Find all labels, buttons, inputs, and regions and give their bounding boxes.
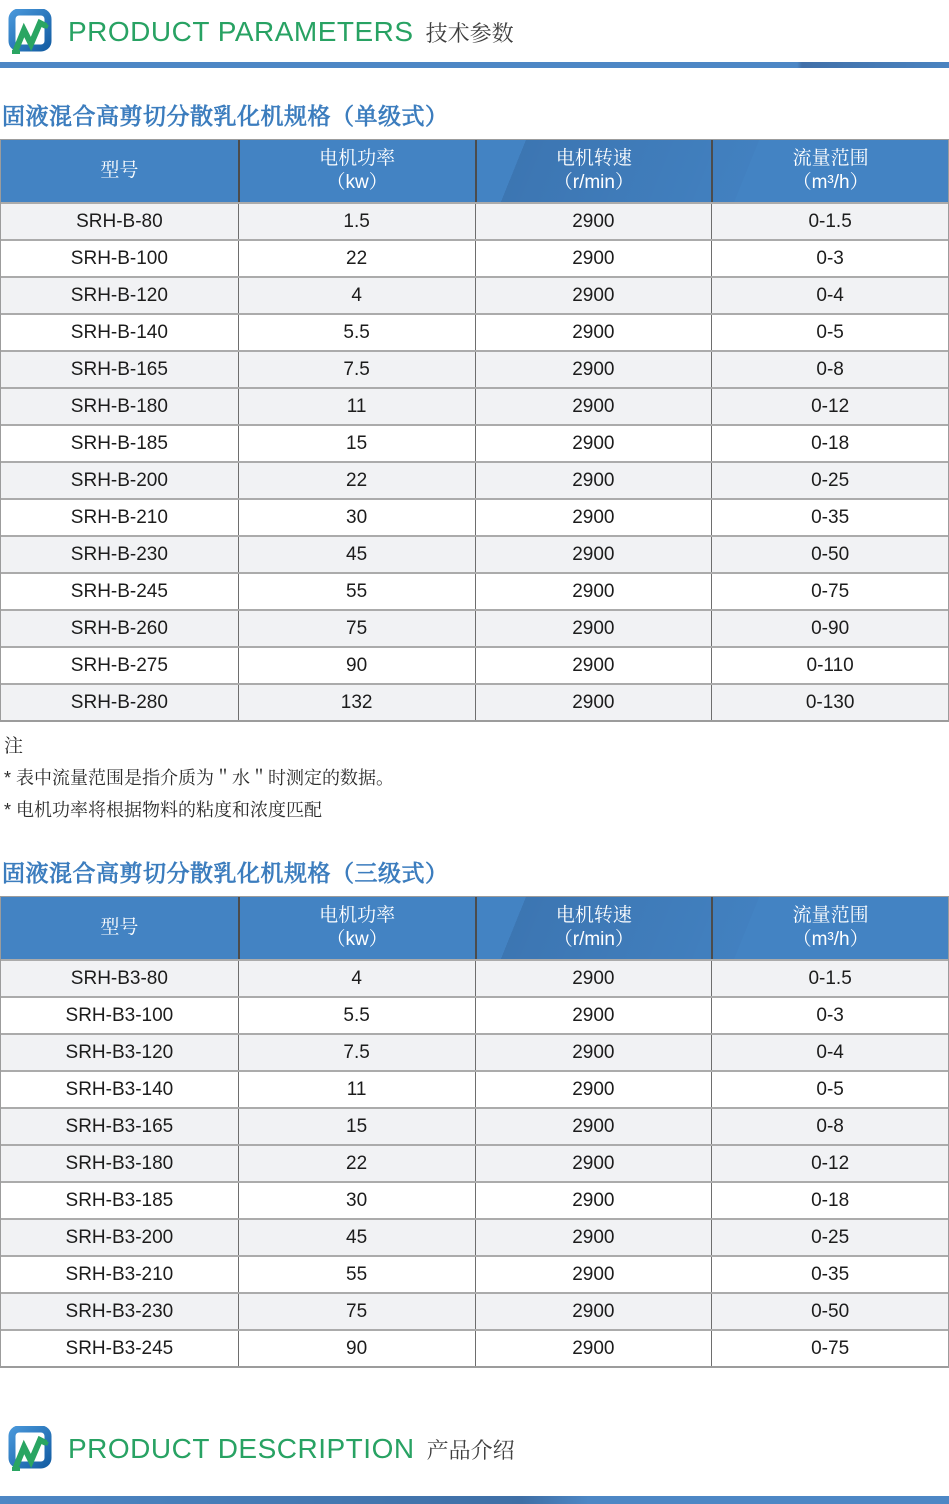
- table-cell: 2900: [475, 574, 712, 609]
- table-header-row: [1, 897, 948, 959]
- table-row: [1, 1144, 948, 1181]
- table-cell: SRH-B-260: [70, 617, 168, 639]
- table-cell: SRH-B-275: [70, 654, 168, 676]
- table-cell: SRH-B3-185: [65, 1189, 174, 1211]
- table1-title: 固液混合高剪切分散乳化机规格（单级式）: [2, 103, 449, 129]
- table-header-row: [1, 140, 948, 202]
- table-cell: 30: [238, 500, 475, 535]
- column-header: 型号: [100, 160, 139, 181]
- header-divider: [0, 62, 949, 68]
- table-cell: 0-130: [711, 685, 948, 720]
- table-cell: 0-50: [711, 1294, 948, 1329]
- table-cell: 0-3: [711, 998, 948, 1033]
- table-row: [1, 959, 948, 996]
- table-cell: SRH-B-245: [70, 580, 168, 602]
- spec-table-three-stage: [0, 896, 949, 1368]
- table-cell: 0-12: [711, 389, 948, 424]
- table-cell: 4: [238, 961, 475, 996]
- table-cell: 2900: [475, 1109, 712, 1144]
- notes-block: [4, 732, 949, 826]
- table-cell: 90: [238, 1331, 475, 1366]
- table-row: [1, 609, 948, 646]
- monitor-n-logo-icon: [8, 9, 54, 55]
- table2-title: 固液混合高剪切分散乳化机规格（三级式）: [2, 860, 449, 886]
- table-cell: 2900: [475, 204, 712, 239]
- table-row: [1, 646, 948, 683]
- column-header: 电机转速 （r/min）: [475, 140, 712, 202]
- table-cell: 7.5: [238, 1035, 475, 1070]
- footer-divider: [0, 1496, 949, 1504]
- table-cell: 0-110: [711, 648, 948, 683]
- table-row: [1, 683, 948, 720]
- table-cell: 2900: [475, 1146, 712, 1181]
- table-cell: 2900: [475, 389, 712, 424]
- table-cell: 22: [238, 1146, 475, 1181]
- table-row: [1, 1070, 948, 1107]
- table-row: [1, 498, 948, 535]
- table-cell: 7.5: [238, 352, 475, 387]
- table-cell: 0-35: [711, 1257, 948, 1292]
- table-cell: 2900: [475, 1220, 712, 1255]
- table-cell: 0-18: [711, 1183, 948, 1218]
- footer-title-zh: 产品介绍: [426, 1437, 515, 1463]
- table-cell: 2900: [475, 611, 712, 646]
- table-cell: 132: [238, 685, 475, 720]
- spec-table-single-stage: [0, 139, 949, 722]
- table-cell: 0-8: [711, 1109, 948, 1144]
- table-cell: SRH-B3-100: [65, 1004, 174, 1026]
- table-cell: 0-18: [711, 426, 948, 461]
- table-cell: 0-1.5: [711, 204, 948, 239]
- table-cell: 2900: [475, 1035, 712, 1070]
- table-cell: SRH-B-140: [70, 321, 168, 343]
- table-cell: 0-90: [711, 611, 948, 646]
- table-cell: 2900: [475, 685, 712, 720]
- table-row: [1, 1181, 948, 1218]
- table-cell: 55: [238, 574, 475, 609]
- table-cell: SRH-B3-120: [65, 1041, 174, 1063]
- column-header: 流量范围 （m³/h）: [711, 897, 948, 959]
- table-cell: 0-5: [711, 315, 948, 350]
- table-cell: SRH-B-200: [70, 469, 168, 491]
- table-cell: 4: [238, 278, 475, 313]
- table-cell: SRH-B3-230: [65, 1300, 174, 1322]
- column-header: 电机功率 （kw）: [238, 140, 475, 202]
- table-cell: 0-12: [711, 1146, 948, 1181]
- table-cell: 0-75: [711, 574, 948, 609]
- table-row: [1, 1329, 948, 1366]
- table-cell: SRH-B3-165: [65, 1115, 174, 1137]
- table-cell: 90: [238, 648, 475, 683]
- table-cell: 0-5: [711, 1072, 948, 1107]
- page-footer: [0, 1417, 949, 1472]
- table-row: [1, 535, 948, 572]
- table-cell: 22: [238, 241, 475, 276]
- column-header: 型号: [100, 917, 139, 938]
- monitor-n-logo-icon: [8, 1426, 54, 1472]
- table-row: [1, 1292, 948, 1329]
- table-row: [1, 572, 948, 609]
- table-cell: 45: [238, 1220, 475, 1255]
- table-row: [1, 276, 948, 313]
- table-cell: SRH-B-210: [70, 506, 168, 528]
- table-row: [1, 1107, 948, 1144]
- table-cell: 2900: [475, 1072, 712, 1107]
- table-cell: SRH-B-80: [76, 210, 163, 232]
- table-cell: SRH-B3-80: [70, 967, 168, 989]
- header-title-en: PRODUCT PARAMETERS: [68, 16, 414, 47]
- table-row: [1, 350, 948, 387]
- table-cell: 2900: [475, 352, 712, 387]
- table-cell: 0-4: [711, 278, 948, 313]
- header-title-zh: 技术参数: [425, 20, 514, 46]
- table-cell: 2900: [475, 426, 712, 461]
- table-cell: SRH-B-230: [70, 543, 168, 565]
- column-header: 电机转速 （r/min）: [475, 897, 712, 959]
- table-cell: 75: [238, 1294, 475, 1329]
- table-cell: SRH-B-280: [70, 691, 168, 713]
- table-cell: SRH-B3-200: [65, 1226, 174, 1248]
- table-cell: 30: [238, 1183, 475, 1218]
- table-cell: 2900: [475, 1294, 712, 1329]
- note-line: * 电机功率将根据物料的粘度和浓度匹配: [4, 800, 323, 820]
- table-cell: 2900: [475, 1183, 712, 1218]
- table-cell: 2900: [475, 500, 712, 535]
- table-cell: SRH-B3-245: [65, 1337, 174, 1359]
- table-cell: SRH-B3-210: [65, 1263, 174, 1285]
- table-cell: 0-50: [711, 537, 948, 572]
- table-cell: 2900: [475, 1331, 712, 1366]
- table-row: [1, 1218, 948, 1255]
- table-cell: 2900: [475, 648, 712, 683]
- table-cell: 0-25: [711, 1220, 948, 1255]
- footer-title-en: PRODUCT DESCRIPTION: [68, 1433, 415, 1464]
- table-cell: 0-35: [711, 500, 948, 535]
- table-cell: 0-4: [711, 1035, 948, 1070]
- table-cell: 2900: [475, 278, 712, 313]
- table-cell: 15: [238, 1109, 475, 1144]
- table-cell: 0-75: [711, 1331, 948, 1366]
- table-row: [1, 461, 948, 498]
- page-header: [0, 0, 949, 55]
- table-cell: 22: [238, 463, 475, 498]
- table-row: [1, 424, 948, 461]
- table-cell: 0-8: [711, 352, 948, 387]
- table-cell: 15: [238, 426, 475, 461]
- table-cell: 45: [238, 537, 475, 572]
- table-cell: SRH-B-165: [70, 358, 168, 380]
- table-row: [1, 996, 948, 1033]
- table-row: [1, 313, 948, 350]
- table-cell: 2900: [475, 537, 712, 572]
- table-cell: SRH-B-100: [70, 247, 168, 269]
- table-cell: 5.5: [238, 998, 475, 1033]
- notes-title: 注: [4, 736, 24, 757]
- table-cell: SRH-B-120: [70, 284, 168, 306]
- table-cell: 0-3: [711, 241, 948, 276]
- table-cell: 5.5: [238, 315, 475, 350]
- table-row: [1, 1255, 948, 1292]
- table-row: [1, 387, 948, 424]
- table-cell: 75: [238, 611, 475, 646]
- table-cell: 11: [238, 1072, 475, 1107]
- table-cell: 0-25: [711, 463, 948, 498]
- column-header: 流量范围 （m³/h）: [711, 140, 948, 202]
- table-cell: 1.5: [238, 204, 475, 239]
- table-cell: 2900: [475, 315, 712, 350]
- table-cell: 11: [238, 389, 475, 424]
- table-row: [1, 202, 948, 239]
- table-cell: SRH-B3-180: [65, 1152, 174, 1174]
- table-cell: 55: [238, 1257, 475, 1292]
- table-cell: SRH-B-185: [70, 432, 168, 454]
- table-cell: 2900: [475, 1257, 712, 1292]
- table-row: [1, 239, 948, 276]
- table-cell: 2900: [475, 998, 712, 1033]
- note-line: * 表中流量范围是指介质为＂水＂时测定的数据。: [4, 768, 395, 788]
- table-cell: 2900: [475, 463, 712, 498]
- table-cell: 2900: [475, 241, 712, 276]
- table-row: [1, 1033, 948, 1070]
- column-header: 电机功率 （kw）: [238, 897, 475, 959]
- table-cell: 0-1.5: [711, 961, 948, 996]
- table-cell: 2900: [475, 961, 712, 996]
- table-cell: SRH-B3-140: [65, 1078, 174, 1100]
- table-cell: SRH-B-180: [70, 395, 168, 417]
